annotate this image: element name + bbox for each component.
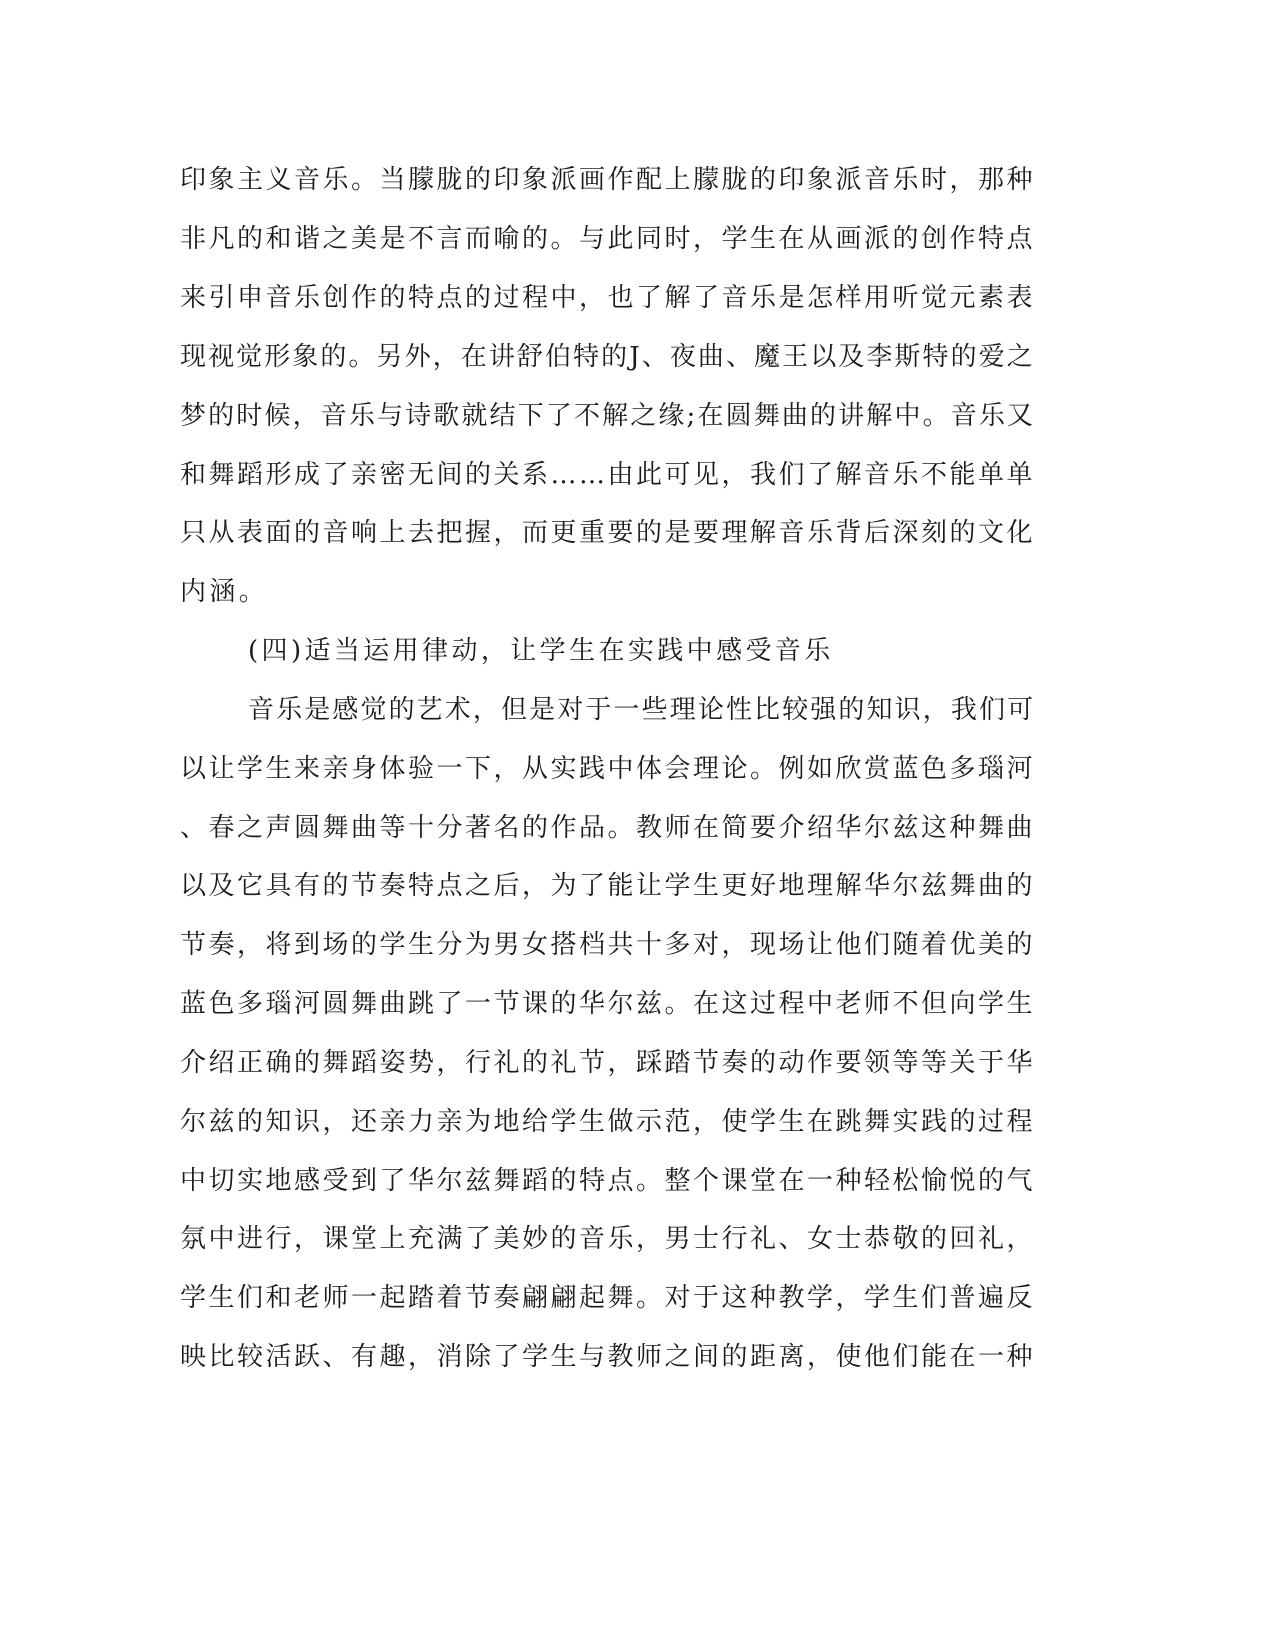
text-line: 介绍正确的舞蹈姿势，行礼的礼节，踩踏节奏的动作要领等等关于华 bbox=[180, 1048, 1036, 1078]
text-line: 、春之声圆舞曲等十分著名的作品。教师在简要介绍华尔兹这种舞曲 bbox=[180, 813, 1036, 843]
text-line: 现视觉形象的。另外，在讲舒伯特的J、夜曲、魔王以及李斯特的爱之 bbox=[180, 342, 1035, 372]
text-line: 音乐是感觉的艺术，但是对于一些理论性比较强的知识，我们可 bbox=[248, 695, 1036, 725]
text-line: 蓝色多瑙河圆舞曲跳了一节课的华尔兹。在这过程中老师不但向学生 bbox=[180, 989, 1036, 1019]
text-line: 以让学生来亲身体验一下，从实践中体会理论。例如欣赏蓝色多瑙河 bbox=[180, 754, 1036, 784]
text-line: 和舞蹈形成了亲密无间的关系……由此可见，我们了解音乐不能单单 bbox=[180, 460, 1036, 490]
text-line: 来引申音乐创作的特点的过程中，也了解了音乐是怎样用听觉元素表 bbox=[180, 283, 1036, 313]
text-line: 氛中进行，课堂上充满了美妙的音乐，男士行礼、女士恭敬的回礼， bbox=[180, 1224, 1036, 1254]
text-line: 梦的时候，音乐与诗歌就结下了不解之缘;在圆舞曲的讲解中。音乐又 bbox=[180, 401, 1036, 431]
text-line: 中切实地感受到了华尔兹舞蹈的特点。整个课堂在一种轻松愉悦的气 bbox=[180, 1166, 1036, 1196]
text-line: 映比较活跃、有趣，消除了学生与教师之间的距离，使他们能在一种 bbox=[180, 1342, 1036, 1372]
text-line: 尔兹的知识，还亲力亲为地给学生做示范，使学生在跳舞实践的过程 bbox=[180, 1107, 1036, 1137]
text-line: 印象主义音乐。当朦胧的印象派画作配上朦胧的印象派音乐时，那种 bbox=[180, 165, 1036, 195]
text-line: 只从表面的音响上去把握，而更重要的是要理解音乐背后深刻的文化 bbox=[180, 518, 1036, 548]
text-line: 非凡的和谐之美是不言而喻的。与此同时，学生在从画派的创作特点 bbox=[180, 224, 1036, 254]
text-line: 内涵。 bbox=[180, 577, 269, 607]
text-line: 学生们和老师一起踏着节奏翩翩起舞。对于这种教学，学生们普遍反 bbox=[180, 1283, 1036, 1313]
section-heading: (四)适当运用律动，让学生在实践中感受音乐 bbox=[248, 636, 834, 666]
text-line: 以及它具有的节奏特点之后，为了能让学生更好地理解华尔兹舞曲的 bbox=[180, 871, 1036, 901]
text-line: 节奏，将到场的学生分为男女搭档共十多对，现场让他们随着优美的 bbox=[180, 930, 1036, 960]
